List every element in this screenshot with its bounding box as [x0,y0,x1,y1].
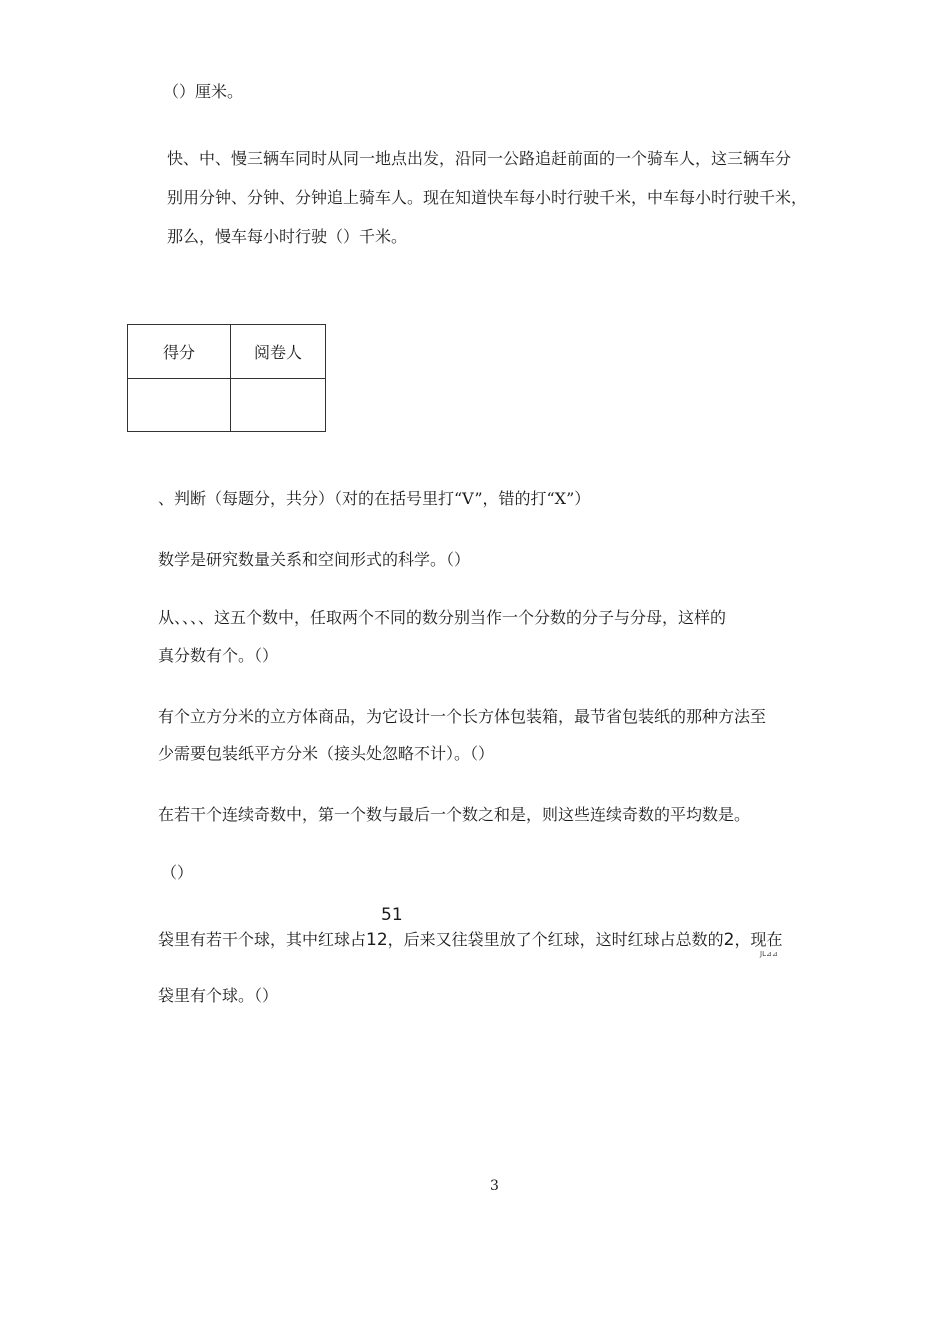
question-line: （） [161,863,194,882]
question-line: 从、、、、这五个数中，任取两个不同的数分别当作一个分数的分子与分母，这样的 [158,608,727,627]
score-cell [128,379,231,432]
problem-text-line: 快、中、慢三辆车同时从同一地点出发，沿同一公路追赶前面的一个骑车人，这三辆车分 [167,149,792,168]
question-text: ，后来又往袋里放了个红球，这时红球占总数的 [387,930,724,949]
question-line: 数学是研究数量关系和空间形式的科学。（） [158,550,471,569]
score-header: 得分 [128,325,231,379]
question-text: ，现在 [734,930,783,949]
fraction-artifact: JL⊿⊿ [760,950,778,958]
question-line: 有个立方分米的立方体商品，为它设计一个长方体包装箱，最节省包装纸的那种方法至 [158,707,767,726]
answer-blank-line: （）厘米。 [163,82,244,101]
section-heading: 、判断（每题分，共分）（对的在括号里打“V”，错的打“X”） [158,489,591,508]
fraction-numerator: 51 [381,905,403,925]
problem-text-line: 那么，慢车每小时行驶（）千米。 [167,227,408,246]
grader-header: 阅卷人 [231,325,326,379]
question-line [158,929,783,951]
page-number: 3 [490,1178,499,1194]
question-line: 真分数有个。（） [158,646,279,665]
problem-text-line: 别用分钟、分钟、分钟追上骑车人。现在知道快车每小时行驶千米，中车每小时行驶千米， [167,188,808,207]
question-line: 袋里有个球。（） [158,986,279,1005]
question-text: 袋里有若干个球，其中红球占 [158,930,367,949]
grader-cell [231,379,326,432]
fraction-value: 2 [723,930,735,950]
question-line: 在若干个连续奇数中，第一个数与最后一个数之和是，则这些连续奇数的平均数是。 [158,805,751,824]
question-line: 少需要包装纸平方分米（接头处忽略不计）。（） [158,744,495,763]
fraction-value: 12 [366,930,388,950]
score-table [127,324,326,432]
